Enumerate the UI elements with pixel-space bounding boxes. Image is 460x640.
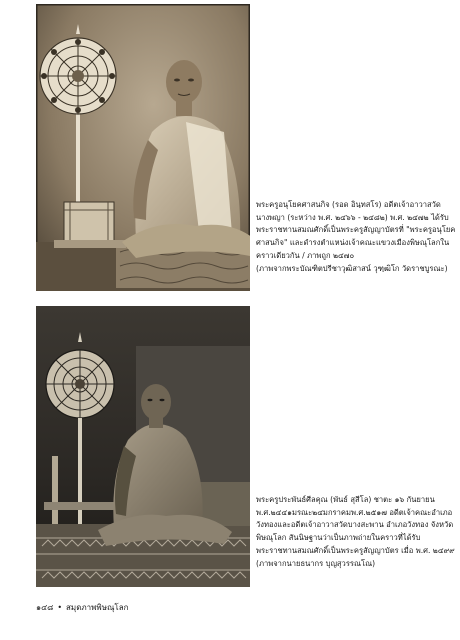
photo-credit: (ภาพจากพระบัณฑิตปรีชาวุฒิสาสน์ วุฑฺฒิโก วัดราชบูรณะ) [256,263,448,273]
book-title: สมุดภาพพิษณุโลก [66,603,129,612]
page-footer [36,601,128,614]
photo-monk-2 [36,306,250,587]
photo-credit: (ภาพจากนายธนากร บุญสุวรรณโณ) [256,558,376,568]
photo-caption [256,199,456,275]
page-number: ๑๔๘ [36,603,54,612]
caption-text: พระครูประพันธ์ศีลคุณ (พันธ์ สุสีโล) ชาตะ ๑๖ กันยายน พ.ศ.๒๔๔๑มรณะ๒๔มกราคมพ.ศ.๒๕๑๗ อดีตเจ้าคณะอำเภอวังทองและอดีตเจ้าอาวาสวัดบางสะพาน อำเภอวังทอง จังหวัดพิษณุโลก สันนิษฐานว่าเป็นภาพถ่ายในคราวที่ได้รับพระราชทานสมณศักดิ์เป็นพระครูสัญญาบัตร เมื่อ พ.ศ. ๒๔๙๙ [256,495,455,555]
caption-text: พระครูอนุโยคศาสนกิจ (รอด อินฺทสโร) อดีตเจ้าอาวาสวัดนางพญา (ระหว่าง พ.ศ. ๒๔๖๖ - ๒๔๘๒) พ.ศ. ๒๔๗๒ ได้รับพระราชทานสมณศักดิ์เป็นพระครูสัญญาบัตรที่ "พระครูอนุโยคศาสนกิจ" และดำรงตำแหน่งเจ้าคณะแขวงเมืองพิษณุโลกในคราวเดียวกัน / ภาพถูก ๒๔๗๐ [256,200,456,260]
photo-caption [256,494,456,570]
photo-monk-1 [36,4,250,291]
footer-bullet: • [57,603,63,612]
